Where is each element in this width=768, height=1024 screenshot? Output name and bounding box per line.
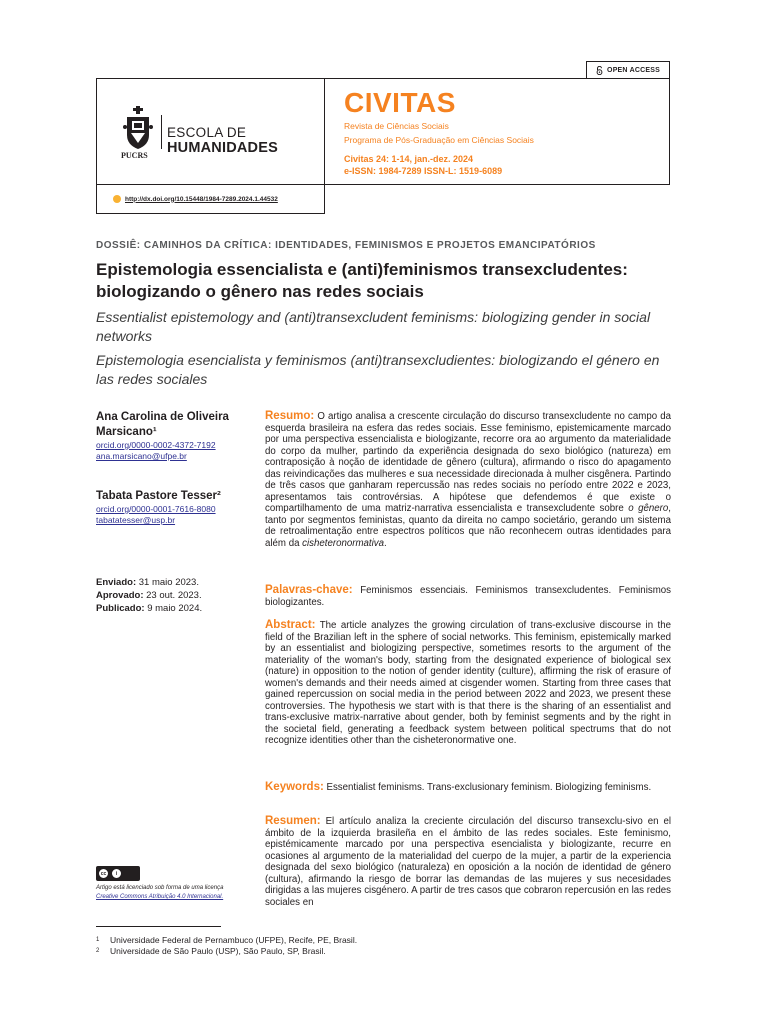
author-name: Ana Carolina de Oliveira Marsicano¹ — [96, 411, 229, 438]
date-published: Publicado: 9 maio 2024. — [96, 603, 203, 614]
article-title-es: Epistemologia esencialista y feminismos (anti)transexcludientes: biologizando el género en las redes sociales — [96, 352, 660, 387]
logo-divider — [161, 115, 162, 149]
doi-link[interactable]: http://dx.doi.org/10.15448/1984-7289.2024.1.44532 — [125, 195, 278, 203]
author-email-link[interactable]: tabatatesser@usp.br — [96, 515, 176, 525]
doi-box — [96, 185, 325, 214]
logo-line1: ESCOLA DE — [167, 125, 247, 140]
keywords-en: Keywords: Essentialist feminisms. Trans-exclusionary feminism. Biologizing feminisms. — [265, 781, 652, 793]
pucrs-wordmark: PUCRS — [121, 151, 148, 160]
author-name: Tabata Pastore Tesser² — [96, 490, 221, 502]
cc-license-badge — [96, 866, 140, 881]
logo-line2: HUMANIDADES — [167, 140, 278, 156]
pucrs-logo — [121, 105, 321, 161]
author-email-link[interactable]: ana.marsicano@ufpe.br — [96, 451, 187, 461]
abstract-pt-label: Resumo: — [265, 410, 315, 422]
abstract-es: Resumen: El artículo analiza la creciente circulación del discurso transexclu-sivo en el ámbito de la izquierda brasileña en el ámbito de las redes sociales. Este feminismo, epistémicamente marcado por una perspectiva esencialista y biologizante, recurre en ocasiones al argumento de la materialidad del cuerpo de la mujer, a partir de la experiencia designada del sexo biológico (naturaleza) en oposición a la noción de identidad de género (cultura), afirmando la riesgo de borrar las demandas de las mujeres y sus necesidades dirigidas a las mujeres cisgénero. A partir de tres casos que cobraron repercusión en las redes sociales en — [265, 815, 671, 908]
open-access-label: OPEN ACCESS — [607, 66, 660, 74]
keywords-pt-label: Palavras-chave: — [265, 584, 353, 596]
author-orcid-link[interactable]: orcid.org/0000-0002-4372-7192 — [96, 440, 216, 450]
article-title-en: Essentialist epistemology and (anti)transexcludent feminisms: biologizing gender in social networks — [96, 309, 651, 344]
doi-icon — [113, 195, 121, 203]
abstract-en: Abstract: The article analyzes the growing circulation of trans-exclusive discourse in the field of the Brazilian left in the sphere of social networks. This feminism, epistemically marked by an essentialist and biologizing perspective, sometimes resorts to the argument of the materiality of the woman's body, starting from the designated experience of biological sex (nature) in opposition to the notion of gender identity (culture), affirming the risk of erasure of women's demands and their needs aimed at cisgender women. Starting from three cases that gained repercussion on social media in the period between 2022 and 2023, we present these controversies. The hypothesis we start with is that there is the sharing of an essentialist and trans-exclusive matrix-narrative about gender, both by feminist segments and by the right in the societal field, generating a feedback system between political spectrums that do not recognize identities other than the cisheteronormative one. — [265, 619, 671, 747]
journal-program: Programa de Pós-Graduação em Ciências Sociais — [344, 135, 534, 145]
footnote: 1 Universidade Federal de Pernambuco (UFPE), Recife, PE, Brasil. — [96, 935, 358, 945]
article-title-pt: Epistemologia essencialista e (anti)feminismos transexcludentes: biologizando o gênero nas redes sociais — [96, 260, 628, 301]
license-link[interactable]: Creative Commons Atribuição 4.0 Internacional. — [96, 894, 224, 900]
license-text: Artigo está licenciado sob forma de uma licença Creative Commons Atribuição 4.0 Internacional. — [96, 884, 256, 902]
journal-header — [96, 78, 670, 185]
author-orcid-link[interactable]: orcid.org/0000-0001-7616-8080 — [96, 504, 216, 514]
author-block — [96, 410, 256, 462]
abstract-en-label: Abstract: — [265, 619, 316, 631]
footnote: 2 Universidade de São Paulo (USP), São Paulo, SP, Brasil. — [96, 946, 326, 956]
open-access-badge — [586, 61, 670, 79]
open-lock-icon — [596, 66, 603, 75]
journal-subtitle: Revista de Ciências Sociais — [344, 121, 449, 131]
cc-by-icon: i — [111, 868, 122, 879]
journal-title: CIVITAS — [344, 87, 456, 118]
abstract-es-label: Resumen: — [265, 815, 321, 827]
institution-logo-panel — [97, 79, 325, 184]
keywords-en-label: Keywords: — [265, 781, 324, 793]
keywords-pt: Palavras-chave: Feminismos essenciais. Feminismos transexcludentes. Feminismos biologizantes. — [265, 584, 671, 608]
date-sent: Enviado: 31 maio 2023. — [96, 577, 199, 588]
date-approved: Aprovado: 23 out. 2023. — [96, 590, 202, 601]
abstract-pt: Resumo: O artigo analisa a crescente circulação do discurso transexcludente no campo da esquerda brasileira na esfera das redes sociais. Esse feminismo, epistemicamente marcado por uma perspectiva essencialista e biologizante, recorre ora ao argumento da materialidade do corpo da mulher, partindo da experiência designada do sexo biológico (natureza) em contraposição à noção de identidade de gênero (cultura), afirmando o risco do apagamento das reivindicações das mulheres e sua necessidade direcionada à mulher cisgênera. Partindo de três casos que ganharam repercussão nas redes sociais no período entre 2022 e 2023, apresentamos tais controvérsias. A hipótese que defendemos é que existe o compartilhamento de uma matriz-narrativa essencialista e transexcludente sobre o gênero, tanto por segmentos feministas, quanto da direita no campo societário, gerando um sistema de retroalimentação entre espectros políticos que não reconhecem outras identidades para além da cisheteronormativa. — [265, 410, 671, 550]
author-block — [96, 489, 256, 526]
journal-issn: e-ISSN: 1984-7289 ISSN-L: 1519-6089 — [344, 166, 503, 176]
footnotes — [96, 935, 357, 957]
journal-issue: Civitas 24: 1-14, jan.-dez. 2024 — [344, 154, 474, 164]
journal-info — [344, 87, 664, 177]
pucrs-crest-icon — [121, 105, 155, 157]
article-dates — [96, 576, 202, 615]
dossier-heading: DOSSIÊ: CAMINHOS DA CRÍTICA: IDENTIDADES, FEMINISMOS E PROJETOS EMANCIPATÓRIOS — [96, 240, 596, 251]
footnote-rule — [96, 926, 221, 927]
cc-icon: cc — [98, 868, 109, 879]
